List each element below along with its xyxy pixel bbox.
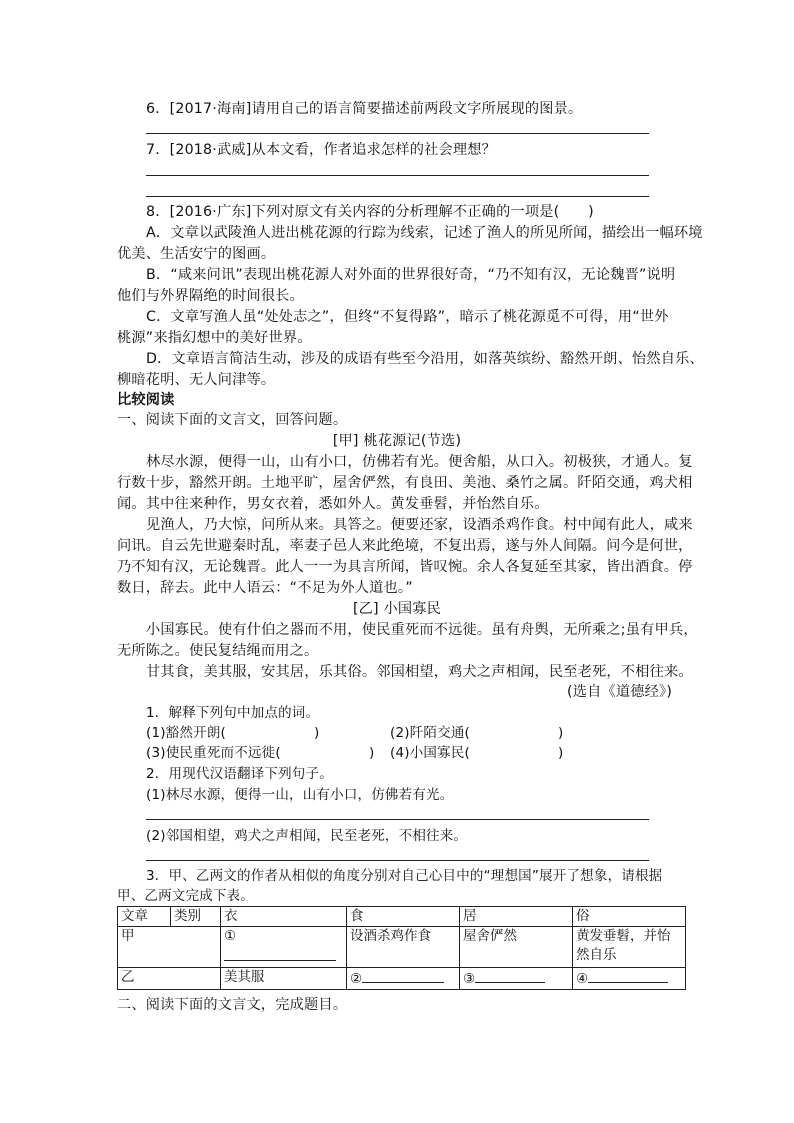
cell-jia-home: 屋舍俨然 (460, 927, 573, 968)
cell-yi-clothing: 美其服 (221, 968, 347, 990)
header-article: 文章 (118, 907, 171, 927)
question-1-item-3: (3)使民重死而不远徙( (146, 745, 281, 761)
blank-label: ③ (463, 971, 476, 987)
cell-jia-custom (573, 927, 686, 968)
answer-line (146, 196, 649, 197)
answer-line (146, 860, 649, 861)
paren-close: ) (558, 725, 564, 741)
passage-yi-line: 无所陈之。使民复结绳而用之。 (117, 643, 319, 659)
option-d: D．文章语言简洁生动，涉及的成语有些至今沿用，如落英缤纷、豁然开朗、怡然自乐、 (146, 351, 704, 367)
passage-yi-source: (选自《道德经》) (567, 684, 673, 700)
passage-jia-line: 行数十步，豁然开朗。土地平旷，屋舍俨然，有良田、美池、桑竹之属。阡陌交通，鸡犬相 (117, 475, 693, 491)
cell-jia-clothing (221, 927, 347, 968)
blank-label: ① (224, 928, 237, 944)
question-2: 2．用现代汉语翻译下列句子。 (146, 766, 333, 782)
header-custom: 俗 (573, 907, 686, 927)
blank-label: ④ (576, 971, 589, 987)
fill-blank-1[interactable] (224, 946, 336, 961)
header-type: 类别 (171, 907, 221, 927)
header-home: 居 (460, 907, 573, 927)
answer-line (146, 175, 649, 176)
table-row (118, 927, 686, 968)
passage-jia-line: 问讯。自云先世避秦时乱，率妻子邑人来此绝境，不复出焉，遂与外人间隔。问今是何世， (117, 538, 693, 554)
question-3-cont: 甲、乙两文完成下表。 (117, 888, 254, 904)
section-title: 比较阅读 (117, 392, 175, 408)
question-1: 1．解释下列句中加点的词。 (146, 705, 320, 721)
passage-jia-line: 林尽水源，便得一山，山有小口，仿佛若有光。便舍船，从口入。初极狭，才通人。复 (146, 454, 693, 470)
passage-jia-line: 见渔人，乃大惊，问所从来。具答之。便要还家，设酒杀鸡作食。村中闻有此人，咸来 (146, 517, 693, 533)
header-clothing: 衣 (221, 907, 347, 927)
passage-jia-title: [甲] 桃花源记(节选) (332, 433, 462, 449)
option-c-cont: 桃源”来指幻想中的美好世界。 (117, 330, 312, 346)
cell-jia-food: 设酒杀鸡作食 (347, 927, 460, 968)
question-2-item-2: (2)邻国相望，鸡犬之声相闻，民至老死，不相往来。 (146, 828, 468, 844)
question-7: 7．[2018·武威]从本文看，作者追求怎样的社会理想？ (146, 142, 497, 158)
cell-yi-home (460, 968, 573, 990)
cell-text: 然自乐 (576, 947, 617, 963)
passage-jia-line: 乃不知有汉，无论魏晋。此人一一为具言所闻，皆叹惋。余人各复延至其家，皆出酒食。停 (117, 559, 693, 575)
question-2-item-1: (1)林尽水源，便得一山，山有小口，仿佛若有光。 (146, 787, 454, 803)
question-1-item-1: (1)豁然开朗( (146, 725, 226, 741)
passage-jia-line: 闻。其中往来种作，男女衣着，悉如外人。黄发垂髫，并怡然自乐。 (117, 496, 549, 512)
question-8-stem: 8．[2016·广东]下列对原文有关内容的分析理解不正确的一项是( ) (146, 204, 594, 220)
part-2-intro: 二、阅读下面的文言文，完成题目。 (117, 997, 348, 1013)
paren-close: ) (558, 745, 564, 761)
passage-yi-line: 甘其食，美其服，安其居，乐其俗。邻国相望，鸡犬之声相闻，民至老死，不相往来。 (146, 664, 693, 680)
table-row (118, 968, 686, 990)
option-b-cont: 他们与外界隔绝的时间很长。 (117, 288, 305, 304)
option-a-cont: 优美、生活安宁的图画。 (117, 246, 276, 262)
paren-close: ) (369, 745, 375, 761)
row-label-yi: 乙 (118, 968, 221, 990)
cell-yi-food (347, 968, 460, 990)
option-c: C．文章写渔人虽“处处志之”，但终“不复得路”，暗示了桃花源觅不可得，用“世外 (146, 309, 669, 325)
comparison-table (117, 906, 686, 990)
option-d-cont: 柳暗花明、无人问津等。 (117, 372, 276, 388)
cell-text: 黄发垂髫，并怡 (576, 928, 671, 944)
fill-blank-3[interactable] (475, 968, 545, 983)
fill-blank-4[interactable] (588, 968, 668, 983)
question-1-item-2: (2)阡陌交通( (390, 725, 470, 741)
passage-jia-line: 数日，辞去。此中人语云：“不足为外人道也。” (117, 580, 413, 596)
cell-yi-custom (573, 968, 686, 990)
passage-yi-title: [乙] 小国寡民 (352, 601, 442, 617)
question-3: 3．甲、乙两文的作者从相似的角度分别对自己心目中的“理想国”展开了想象，请根据 (146, 868, 663, 884)
part-1-intro: 一、阅读下面的文言文，回答问题。 (117, 412, 348, 428)
blank-label: ② (350, 971, 363, 987)
answer-line (146, 819, 649, 820)
row-label-jia: 甲 (118, 927, 221, 968)
question-1-item-4: (4)小国寡民( (390, 745, 470, 761)
answer-line (146, 133, 649, 134)
table-header-row (118, 907, 686, 927)
option-a: A．文章以武陵渔人进出桃花源的行踪为线索，记述了渔人的所见所闻，描绘出一幅环境 (146, 225, 703, 241)
passage-yi-line: 小国寡民。使有什伯之器而不用，使民重死而不远徙。虽有舟舆，无所乘之;虽有甲兵， (146, 622, 698, 638)
question-6: 6．[2017·海南]请用自己的语言简要描述前两段文字所展现的图景。 (146, 101, 583, 117)
option-b: B．“咸来问讯”表现出桃花源人对外面的世界很好奇，“乃不知有汉，无论魏晋”说明 (146, 267, 676, 283)
fill-blank-2[interactable] (362, 968, 444, 983)
paren-close: ) (314, 725, 320, 741)
header-food: 食 (347, 907, 460, 927)
